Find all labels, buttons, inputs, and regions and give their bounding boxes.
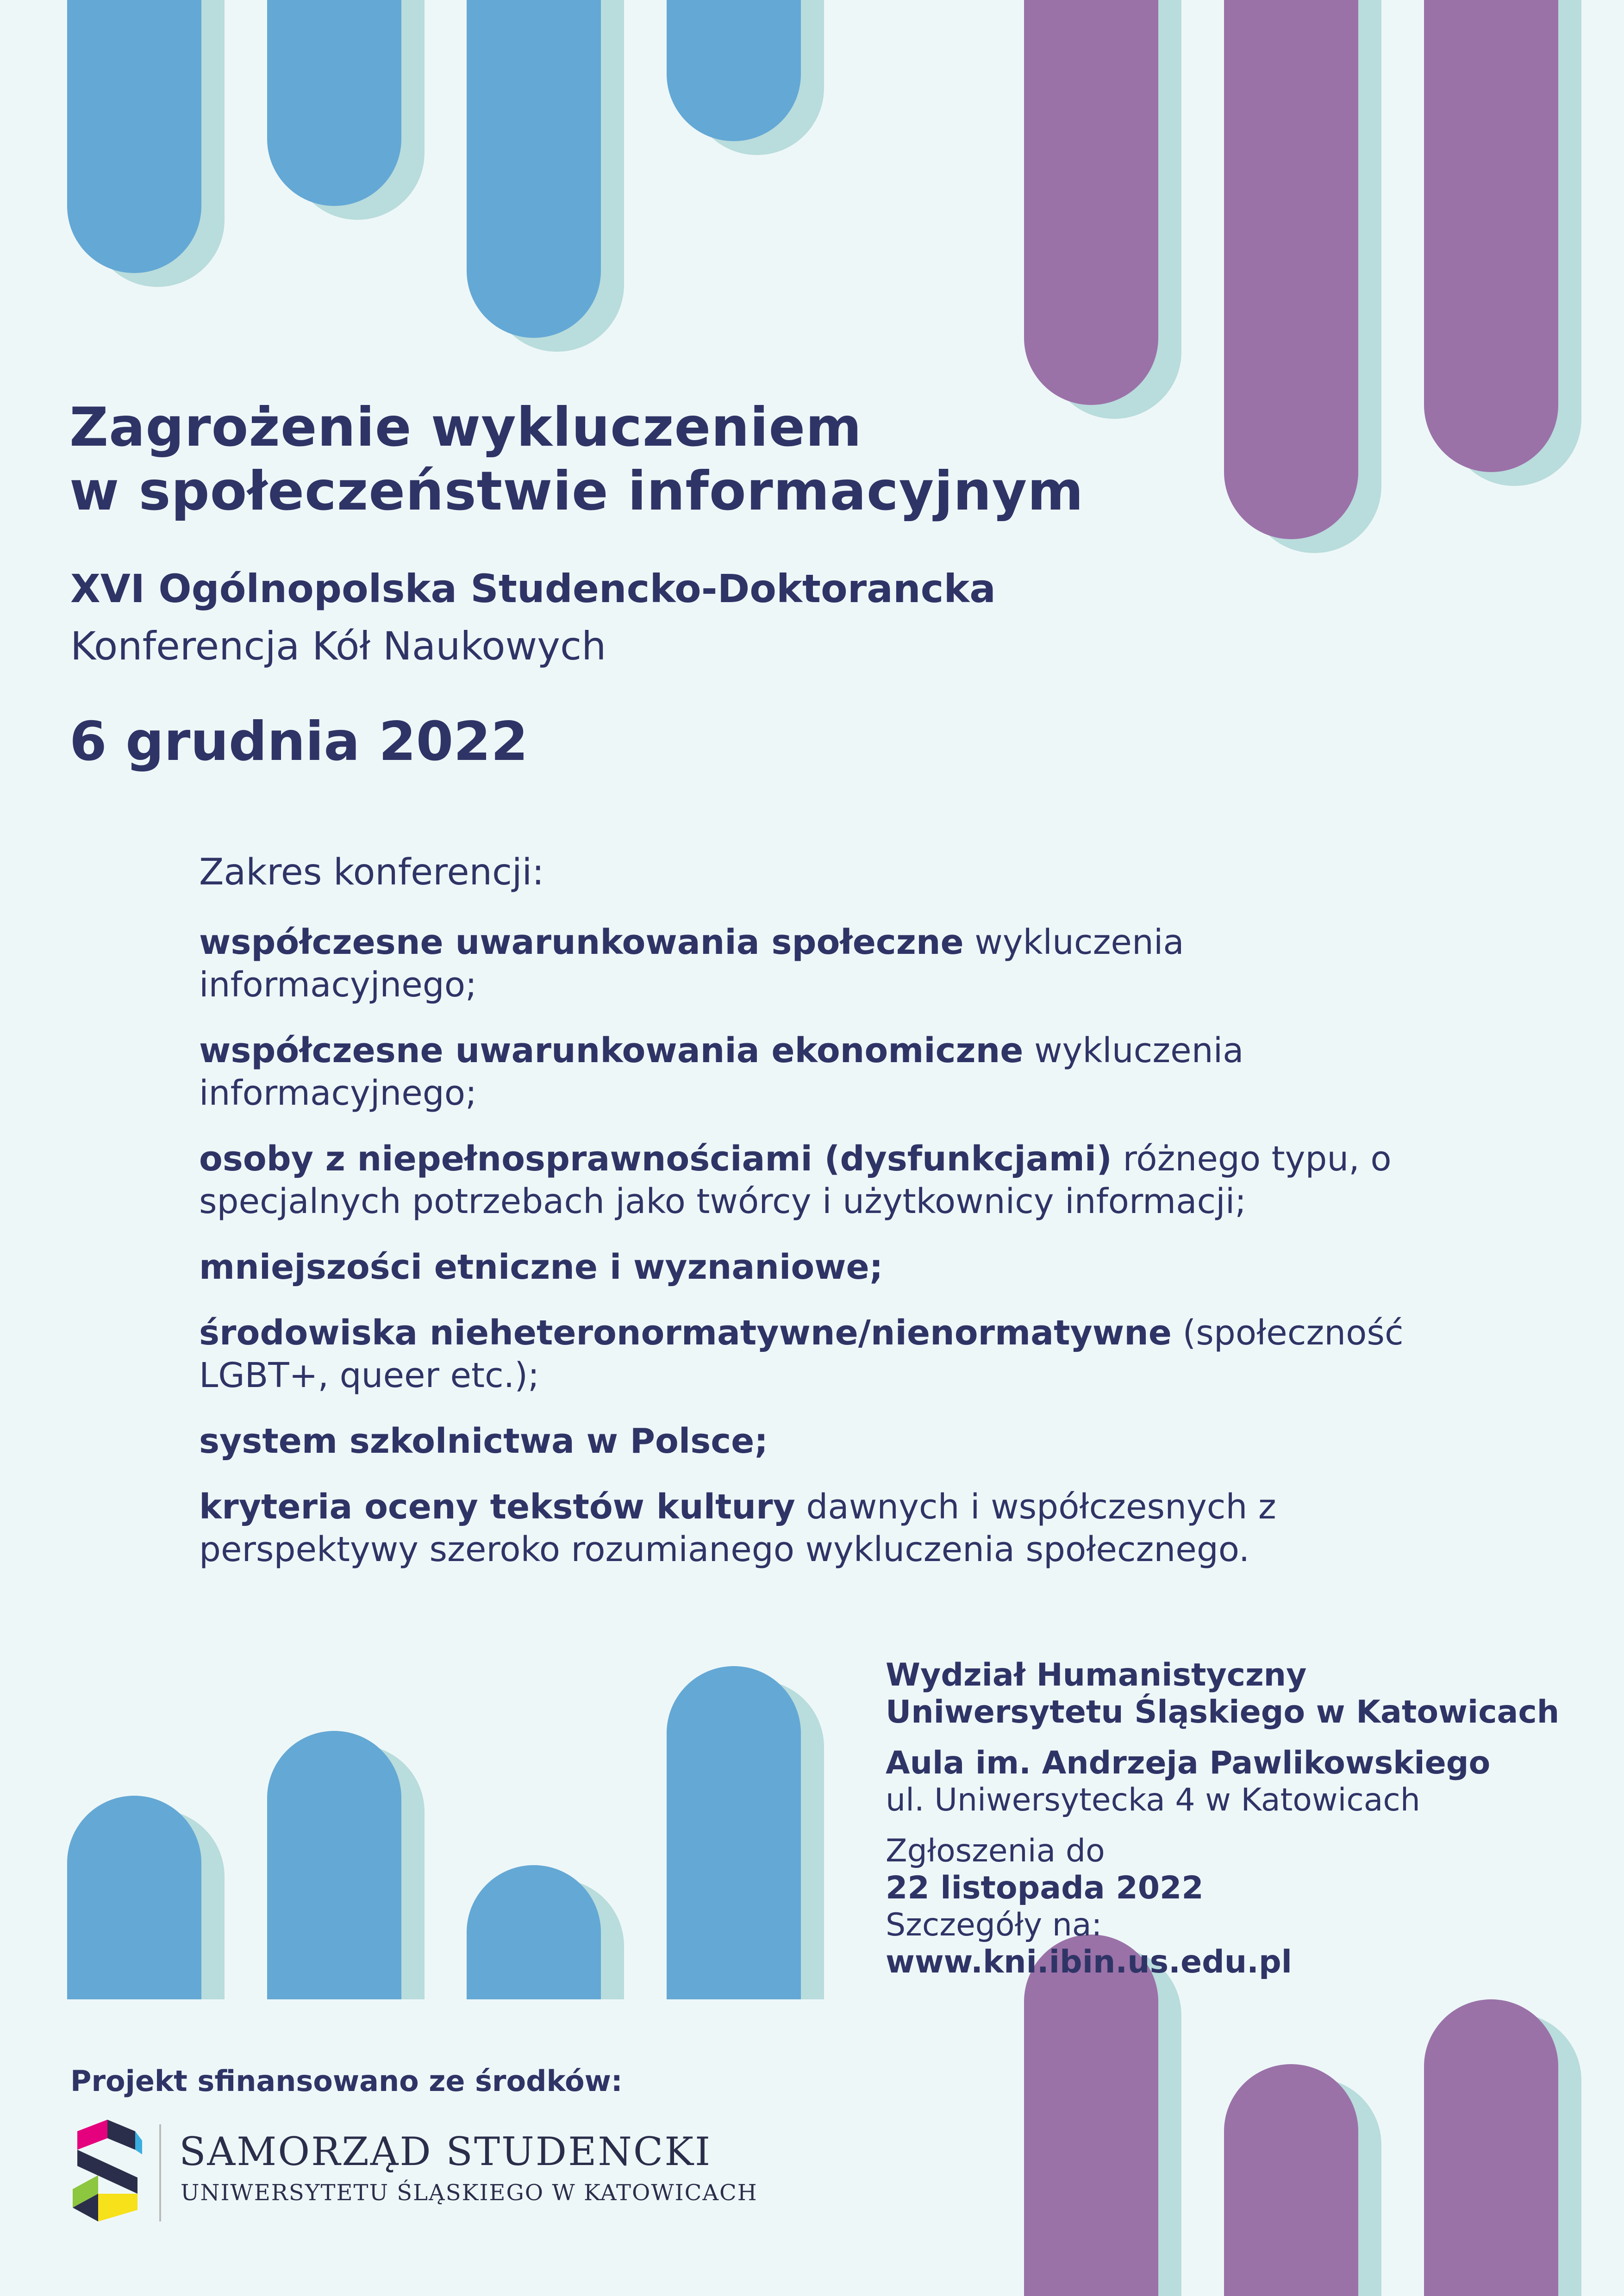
registration-block — [886, 1833, 1559, 1981]
details-line — [886, 1907, 1559, 1981]
scope-list — [199, 921, 1472, 1571]
scope-item-bold: środowiska nieheteronormatywne/nienormatywne — [199, 1313, 1172, 1353]
faculty-line-1: Wydział Humanistyczny — [886, 1657, 1307, 1693]
subtitle-line-2: Konferencja Kół Naukowych — [70, 623, 606, 669]
conference-subtitle — [70, 560, 996, 675]
faculty-block — [886, 1657, 1559, 1731]
scope-heading: Zakres konferencji: — [199, 852, 544, 893]
scope-item — [199, 1420, 1472, 1462]
scope-item-bold: system szkolnictwa w Polsce; — [199, 1421, 768, 1461]
venue-block — [886, 1745, 1559, 1819]
venue-address: ul. Uniwersytecka 4 w Katowicach — [886, 1782, 1420, 1818]
details-label: Szczegóły na: — [886, 1907, 1102, 1943]
scope-item-bold: współczesne uwarunkowania społeczne — [199, 922, 964, 962]
scope-section — [199, 852, 1472, 1594]
logo-name: SAMORZĄD STUDENCKI — [179, 2129, 712, 2174]
scope-item-rest: dawnych i współczesnych z perspektywy szeroko rozumianego wykluczenia społecznego. — [199, 1487, 1276, 1569]
scope-item — [199, 1246, 1472, 1288]
logo-subtitle: UNIWERSYTETU ŚLĄSKIEGO W KATOWICACH — [181, 2180, 758, 2206]
venue-name: Aula im. Andrzeja Pawlikowskiego — [886, 1745, 1491, 1781]
scope-item — [199, 1486, 1472, 1571]
faculty-line-2: Uniwersytetu Śląskiego w Katowicach — [886, 1694, 1560, 1730]
scope-item-bold: kryteria oceny tekstów kultury — [199, 1487, 795, 1527]
logo-divider — [159, 2124, 161, 2221]
scope-item — [199, 1138, 1472, 1223]
funding-label: Projekt sfinansowano ze środków: — [70, 2064, 623, 2098]
title-line-1: Zagrożenie wykluczeniem — [69, 396, 862, 459]
venue-info — [886, 1657, 1559, 1995]
conference-date: 6 grudnia 2022 — [69, 710, 528, 773]
subtitle-line-1: XVI Ogólnopolska Studencko-Doktorancka — [70, 566, 996, 611]
samorzad-logo — [70, 2120, 811, 2226]
scope-item-bold: współczesne uwarunkowania ekonomiczne — [199, 1031, 1024, 1070]
scope-item — [199, 921, 1472, 1006]
details-url-link[interactable]: www.kni.ibin.us.edu.pl — [886, 1944, 1292, 1980]
scope-item-rest: wykluczenia informacyjnego; — [199, 922, 1184, 1005]
deadline-value: 22 listopada 2022 — [886, 1870, 1204, 1906]
scope-item-bold: mniejszości etniczne i wyznaniowe; — [199, 1247, 883, 1287]
scope-item-bold: osoby z niepełnosprawnościami (dysfunkcjami) — [199, 1139, 1112, 1179]
scope-item — [199, 1312, 1472, 1397]
scope-item-rest: wykluczenia informacyjnego; — [199, 1031, 1244, 1113]
deadline-line — [886, 1833, 1559, 1907]
title-line-2: w społeczeństwie informacyjnym — [69, 460, 1084, 523]
scope-item-rest: różnego typu, o specjalnych potrzebach jako twórcy i użytkownicy informacji; — [199, 1139, 1392, 1221]
scope-item — [199, 1029, 1472, 1114]
deadline-label: Zgłoszenia do — [886, 1833, 1105, 1869]
poster-title — [69, 396, 1084, 523]
scope-item-rest: (społeczność LGBT+, queer etc.); — [199, 1313, 1404, 1395]
samorzad-logo-icon — [70, 2120, 144, 2221]
